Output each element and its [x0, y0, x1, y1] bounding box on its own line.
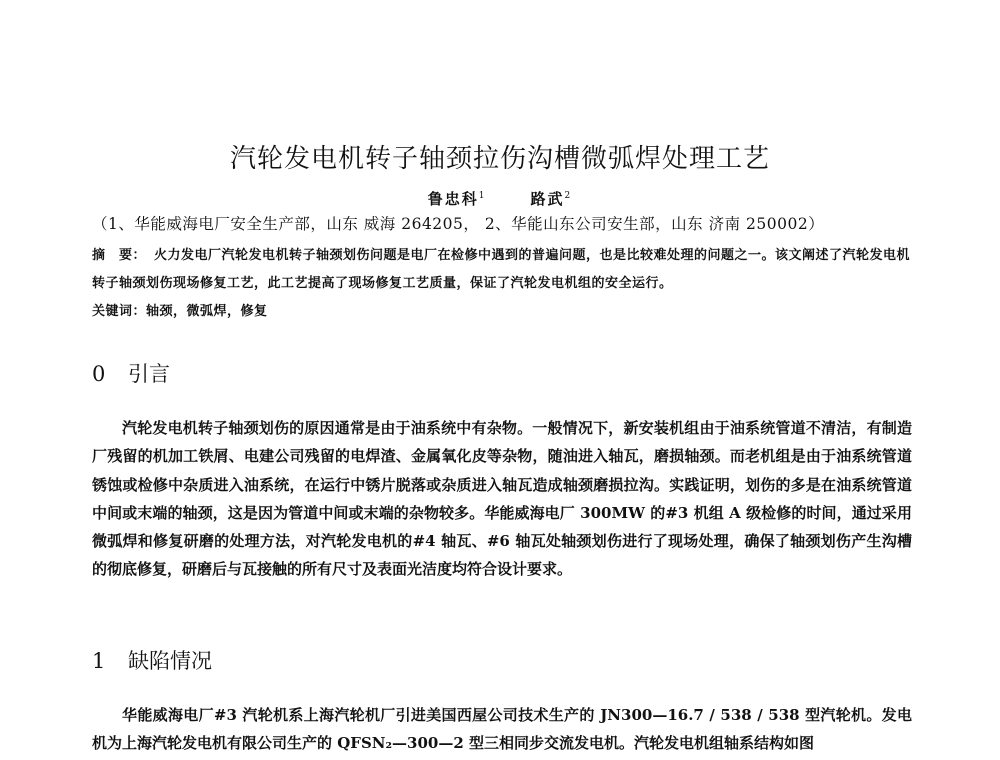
- section-paragraph: 汽轮发电机转子轴颈划伤的原因通常是由于油系统中有杂物。一般情况下，新安装机组由于油系统管道不清洁，有制造厂残留的机加工铁屑、电建公司残留的电焊渣、金属氧化皮等杂物，随油进入轴瓦，磨损轴颈。而老机组是由于油系统管道锈蚀或检修中杂质进入油系统，在运行中锈片脱落或杂质进入轴瓦造成轴颈磨损拉沟。实践证明，划伤的多是在油系统管道中间或末端的轴颈，这是因为管道中间或末端的杂物较多。华能威海电厂 300MW 的#3 机组 A 级检修的时间，通过采用微弧焊和修复研磨的处理方法，对汽轮发电机的#4 轴瓦、#6 轴瓦处轴颈划伤进行了现场处理，确保了轴颈划伤产生沟槽的彻底修复，研磨后与瓦接触的所有尺寸及表面光洁度均符合设计要求。: [92, 419, 912, 579]
- section-number: 0: [92, 362, 106, 386]
- author-name: 鲁忠科: [427, 190, 479, 208]
- section-paragraph: 华能威海电厂#3 汽轮机系上海汽轮机厂引进美国西屋公司技术生产的 JN300—16.7 / 538 / 538 型汽轮机。发电机为上海汽轮发电机有限公司生产的 QFSN₂—300—2 型三相同步交流发电机。汽轮发电机组轴系结构如图: [92, 706, 912, 753]
- abstract-block: [92, 242, 912, 298]
- keywords-label: 关键词：: [92, 304, 147, 319]
- section-heading: [92, 645, 212, 675]
- author-affiliation-mark: 1: [478, 191, 487, 201]
- section-heading: [92, 358, 170, 388]
- section-number: 1: [92, 649, 106, 673]
- section-heading-text: 引言: [128, 362, 170, 386]
- paper-title: 汽轮发电机转子轴颈拉伤沟槽微弧焊处理工艺: [229, 144, 770, 174]
- author-line: [0, 188, 1000, 209]
- keywords-text: 轴颈，微弧焊，修复: [146, 304, 268, 319]
- abstract-label: 摘 要：: [92, 248, 147, 263]
- section-heading-text: 缺陷情况: [128, 649, 212, 673]
- abstract-text: 火力发电厂汽轮发电机转子轴颈划伤问题是电厂在检修中遇到的普遍问题，也是比较难处理的问题之一。该文阐述了汽轮发电机转子轴颈划伤现场修复工艺，此工艺提高了现场修复工艺质量，保证了汽轮发电机组的安全运行。: [92, 248, 911, 291]
- keywords-block: [92, 300, 268, 319]
- author-name: 路武: [530, 190, 565, 208]
- author-affiliation-mark: 2: [564, 191, 573, 201]
- affiliation-line: （1、华能威海电厂安全生产部，山东 威海 264205， 2、华能山东公司安生部，山东 济南 250002）: [92, 215, 825, 233]
